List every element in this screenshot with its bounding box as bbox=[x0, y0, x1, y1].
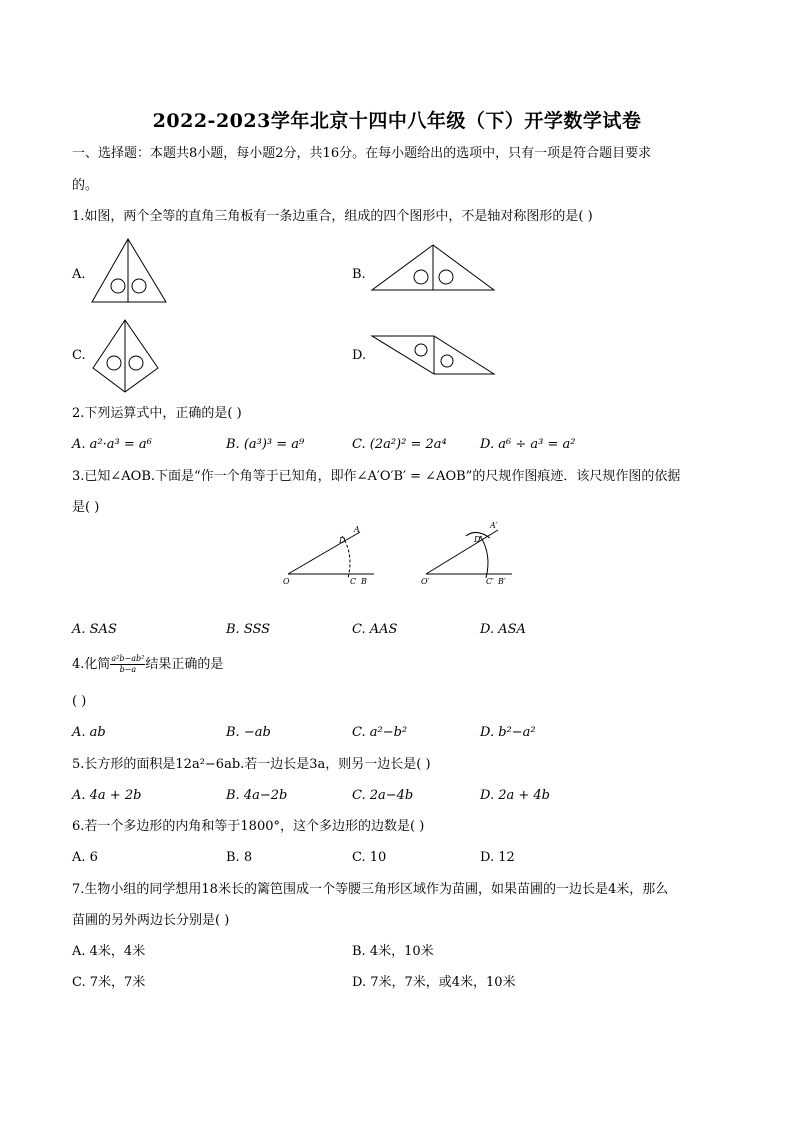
q5-option-b: B. 4a−2b bbox=[226, 788, 288, 803]
q1-stem: 1.如图，两个全等的直角三角板有一条边重合，组成的四个图形中，不是轴对称图形的是( ) bbox=[72, 209, 593, 224]
q3-left-label-b: B bbox=[361, 577, 367, 586]
q1-label-d: D. bbox=[352, 348, 367, 363]
section-instruction-line2: 的。 bbox=[72, 178, 99, 193]
q4-option-a: A. ab bbox=[72, 725, 106, 740]
q3-figure-left bbox=[280, 524, 380, 588]
q6-option-c: C. 10 bbox=[352, 850, 387, 865]
q4-fraction bbox=[110, 654, 145, 675]
q7-option-c: C. 7米，7米 bbox=[72, 975, 146, 990]
q7-option-a: A. 4米，4米 bbox=[72, 944, 146, 959]
q3-left-label-a: A bbox=[354, 525, 360, 534]
q2-option-d: D. a⁶ ÷ a³ = a² bbox=[480, 437, 576, 452]
q3-option-b: B. SSS bbox=[226, 622, 271, 637]
q3-option-d: D. ASA bbox=[480, 622, 526, 637]
q4-option-c: C. a²−b² bbox=[352, 725, 408, 740]
q3-left-label-c: C bbox=[350, 577, 357, 586]
section-instruction-line1: 一、选择题：本题共8小题，每小题2分，共16分。在每小题给出的选项中，只有一项是符合题目要求 bbox=[72, 146, 652, 161]
q3-stem-line1: 3.已知∠AOB.下面是“作一个角等于已知角，即作∠A′O′B′ = ∠AOB”的尺规作图痕迹．该尺规作图的依据 bbox=[72, 469, 681, 484]
q4-paren: ( ) bbox=[72, 694, 87, 709]
q6-option-b: B. 8 bbox=[226, 850, 253, 865]
page-title: 2022-2023学年北京十四中八年级（下）开学数学试卷 bbox=[152, 110, 642, 132]
q5-option-d: D. 2a + 4b bbox=[480, 788, 550, 803]
q1-figure-d bbox=[370, 334, 498, 376]
q1-figure-c bbox=[90, 318, 162, 394]
q3-left-label-d: D bbox=[339, 536, 346, 545]
q4-fraction-numerator: a²b−ab² bbox=[111, 654, 145, 663]
q6-stem: 6.若一个多边形的内角和等于1800°，这个多边形的边数是( ) bbox=[72, 819, 425, 834]
q3-right-label-a: A′ bbox=[490, 521, 498, 530]
q4-fraction-denominator: b−a bbox=[119, 665, 137, 674]
q7-stem-line1: 7.生物小组的同学想用18米长的篱笆围成一个等腰三角形区域作为苗圃，如果苗圃的一边长是4米，那么 bbox=[72, 882, 669, 897]
q2-option-a: A. a²·a³ = a⁶ bbox=[72, 437, 152, 452]
q5-option-a: A. 4a + 2b bbox=[72, 788, 142, 803]
q1-figure-a bbox=[90, 238, 170, 304]
q4-stem-prefix: 4.化简 bbox=[72, 657, 111, 672]
q3-stem-line2: 是( ) bbox=[72, 500, 100, 515]
q5-stem: 5.长方形的面积是12a²−6ab.若一边长是3a，则另一边长是( ) bbox=[72, 757, 431, 772]
q4-option-b: B. −ab bbox=[226, 725, 271, 740]
q1-figure-b bbox=[370, 244, 498, 292]
q1-label-b: B. bbox=[352, 267, 366, 282]
q1-label-a: A. bbox=[72, 267, 86, 282]
q3-right-label-c: C′ bbox=[486, 577, 494, 586]
q4-option-d: D. b²−a² bbox=[480, 725, 536, 740]
q3-right-label-b: B′ bbox=[498, 577, 506, 586]
q4-stem bbox=[72, 654, 223, 675]
q2-option-c: C. (2a²)² = 2a⁴ bbox=[352, 437, 447, 452]
q5-option-c: C. 2a−4b bbox=[352, 788, 414, 803]
q2-option-b: B. (a³)³ = a⁹ bbox=[226, 437, 305, 452]
q6-option-d: D. 12 bbox=[480, 850, 515, 865]
q3-left-label-o: O bbox=[283, 577, 290, 586]
q7-option-b: B. 4米，10米 bbox=[352, 944, 434, 959]
q3-right-label-o: O′ bbox=[421, 577, 430, 586]
q3-right-label-d: D′ bbox=[474, 535, 483, 544]
q7-option-d: D. 7米，7米，或4米，10米 bbox=[352, 975, 516, 990]
q3-option-a: A. SAS bbox=[72, 622, 117, 637]
q3-figure-right bbox=[418, 518, 518, 588]
q4-stem-suffix: 结果正确的是 bbox=[145, 657, 224, 672]
q1-label-c: C. bbox=[72, 348, 86, 363]
q3-option-c: C. AAS bbox=[352, 622, 398, 637]
q2-stem: 2.下列运算式中，正确的是( ) bbox=[72, 406, 242, 421]
q6-option-a: A. 6 bbox=[72, 850, 98, 865]
q7-stem-line2: 苗圃的另外两边长分别是( ) bbox=[72, 913, 230, 928]
